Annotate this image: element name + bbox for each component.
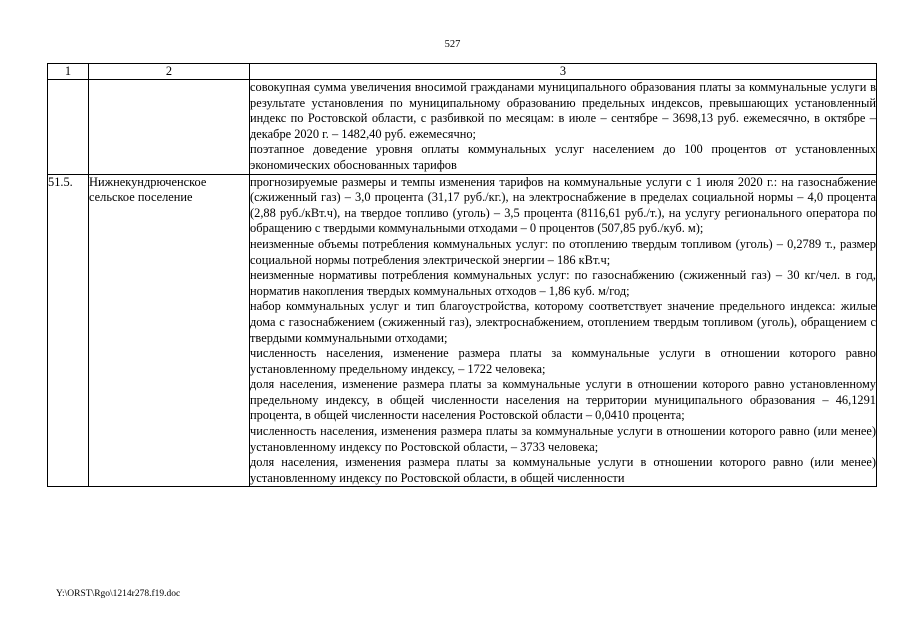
paragraph: прогнозируемые размеры и темпы изменения тарифов на коммунальные услуги с 1 июля 2020 г.: на газоснабжение (сжиженный газ) – 3,0 процента (31,17 руб./кг.), на электроснабжение в пределах социальной нормы – 4,0 процента (2,88 руб./кВт.ч), на твердое топливо (уголь) – 3,5 процента (8116,61 руб./т.), на услугу регионального оператора по обращению с твердыми коммунальными отходами – 0 процентов (507,85 руб./куб. м); (250, 174, 876, 236)
paragraph: неизменные объемы потребления коммунальных услуг: по отоплению твердым топливом (уголь) – 0,2789 т., размер социальной нормы потребления электрической энергии – 186 кВт.ч; (250, 236, 876, 267)
table-row (48, 80, 877, 175)
row-number-cell: 51.5. (48, 174, 89, 487)
paragraph: численность населения, изменения размера платы за коммунальные услуги в отношении которого равно (или менее) установленному индексу по Ростовской области, – 3733 человека; (250, 424, 876, 454)
table-row (48, 174, 877, 487)
paragraph: неизменные нормативы потребления коммунальных услуг: по газоснабжению (сжиженный газ) – 30 кг/чел. в год, норматив накопления твердых коммунальных отходов – 1,86 куб. м/год; (250, 268, 876, 298)
document-table (47, 63, 877, 487)
municipality-name-cell: Нижнекундрюченское сельское поселение (89, 174, 250, 487)
paragraph: поэтапное доведение уровня оплаты коммунальных услуг населением до 100 процентов от установленных экономических обоснованных тарифов (250, 142, 876, 172)
indicators-cell (250, 80, 877, 175)
paragraph: набор коммунальных услуг и тип благоустройства, которому соответствует значение предельного индекса: жилые дома с газоснабжением (сжиженный газ), электроснабжением, отоплением твердым топливом (уголь), обращением с твердыми коммунальными отходами; (250, 299, 876, 345)
column-header-2: 2 (89, 64, 250, 80)
column-header-3: 3 (250, 64, 877, 80)
municipality-name-cell (89, 80, 250, 175)
page-number: 527 (444, 39, 461, 50)
column-header-1: 1 (48, 64, 89, 80)
row-number-cell (48, 80, 89, 175)
paragraph: совокупная сумма увеличения вносимой гражданами муниципального образования платы за коммунальные услуги в результате установления по муниципальному образованию предельных индексов, превышающих установленный индекс по Ростовской области, с разбивкой по месяцам: в июле – сентябре – 3698,13 руб. ежемесячно, в октябре – декабре 2020 г. – 1482,40 руб. ежемесячно; (250, 80, 876, 141)
paragraph: численность населения, изменение размера платы за коммунальные услуги в отношении которого равно установленному предельному индексу, – 1722 человека; (250, 346, 876, 376)
paragraph: доля населения, изменения размера платы за коммунальные услуги в отношении которого равно (или менее) установленному индексу по Ростовской области, в общей численности (250, 455, 876, 485)
table-header-row (48, 64, 877, 80)
indicators-cell (250, 174, 877, 487)
paragraph: доля населения, изменение размера платы за коммунальные услуги в отношении которого равно установленному предельному индексу, в общей численности населения на территории муниципального образования – 46,1291 процента, в общей численности населения Ростовской области – 0,0410 процента; (250, 377, 876, 423)
file-path-footer: Y:\ORST\Rgo\1214r278.f19.doc (56, 589, 181, 599)
